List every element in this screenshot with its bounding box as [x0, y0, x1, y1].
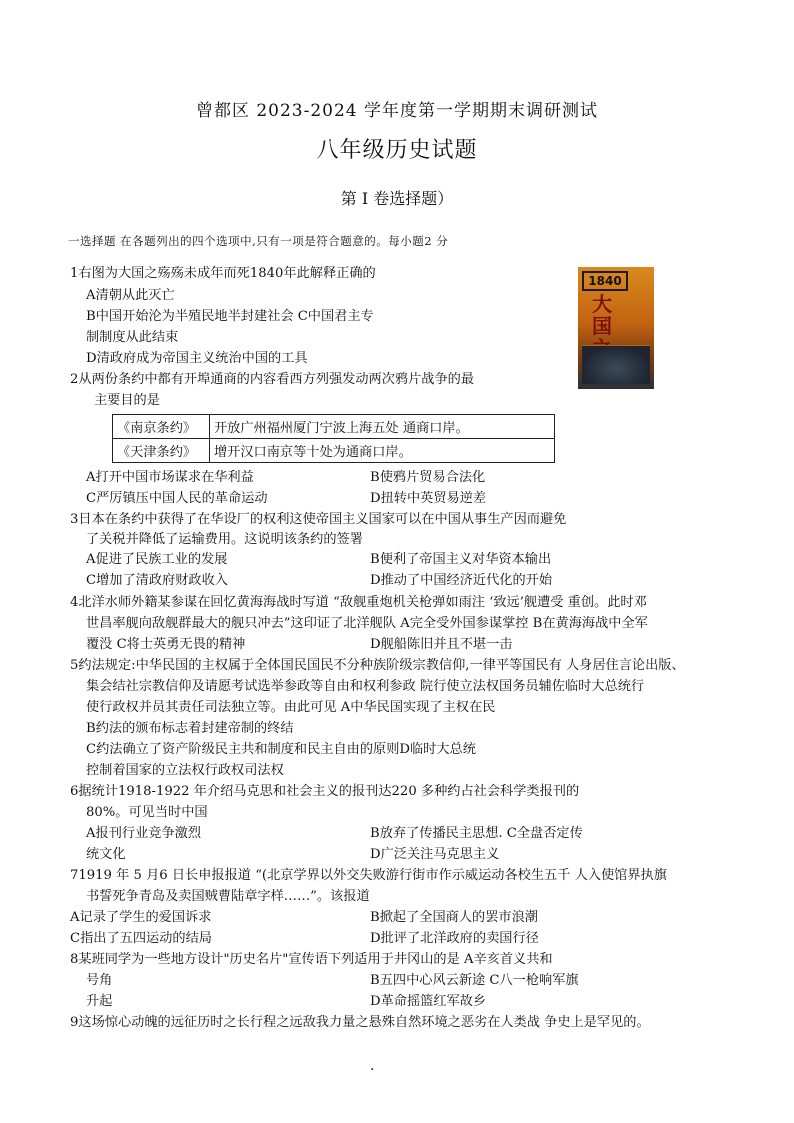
question-8-option-bc: B五四中心风云新途 C八一枪响军旗	[370, 973, 579, 988]
question-4-option-bc: 覆没 C将士英勇无畏的精神	[86, 637, 246, 652]
question-6-option-bc: B放弃了传播民主思想. C全盘否定传	[370, 826, 583, 841]
question-5-option-cd: C约法确立了资产阶级民主共和制度和民主自由的原则D临时大总统	[86, 742, 476, 757]
question-2-option-c: C严厉镇压中国人民的革命运动	[86, 491, 268, 506]
question-4-option-d: D舰船陈旧并且不堪一击	[370, 637, 513, 652]
question-6-stem-cont: 80%。可见当时中国	[86, 805, 208, 820]
question-2-option-b: B使鸦片贸易合法化	[370, 470, 486, 485]
treaty-table	[112, 414, 555, 463]
question-3-stem-cont: 了关税并降低了运输费用。这说明该条约的签署	[86, 532, 363, 547]
book-cover-year: 1840	[582, 271, 628, 291]
table-row	[113, 439, 555, 463]
question-7-stem-cont: 书誓死争青岛及卖国贼曹陆章字样……”。该报道	[86, 889, 370, 904]
question-2-stem-cont: 主要目的是	[94, 393, 160, 408]
question-5-stem-cont1: 集会结社宗教信仰及请愿考试选举参政等自由和权利参政 院行使立法权国务员辅佐临时大总统行	[86, 679, 645, 694]
question-6-option-a: A报刊行业竞争激烈	[86, 826, 202, 841]
question-5-option-b: B约法的颁布标志着封建帝制的终结	[86, 721, 294, 736]
treaty-name: 《南京条约》	[113, 415, 210, 439]
book-cover-image	[578, 267, 654, 389]
question-3-option-a: A促进了民族工业的发展	[86, 552, 228, 567]
question-8-stem: 8某班同学为一些地方设计"历史名片"宣传语下列适用于井冈山的是 A辛亥首义共和	[70, 952, 553, 967]
question-2-option-a: A打开中国市场谋求在华利益	[86, 470, 254, 485]
question-2-option-d: D扭转中英贸易逆差	[370, 491, 487, 506]
question-8-option-a-cont: 号角	[86, 973, 113, 988]
question-6-stem: 6据统计1918-1922 年介绍马克思和社会主义的报刊达220 多种约占社会科学类报刊的	[70, 784, 580, 799]
question-7-stem: 71919 年 5 月6 日长申报报道 “(北京学界以外交失败游行街市作示威运动各校生五千 人入使馆界执旗	[70, 868, 667, 883]
question-9-stem: 9这场惊心动魄的远征历时之长行程之远敌我力量之悬殊自然环境之恶劣在人类战 争史上是罕见的。	[70, 1015, 650, 1030]
question-1-stem: 1右图为大国之殇殇未成年而死1840年此解释正确的	[70, 266, 376, 281]
question-8-option-c-cont: 升起	[86, 994, 113, 1009]
section-title: 第 I 卷选择题）	[340, 189, 454, 208]
question-2-stem: 2从两份条约中都有开埠通商的内容看西方列强发动两次鸦片战争的最	[70, 372, 475, 387]
question-3-stem: 3日本在条约中获得了在华设厂的权利这使帝国主义国家可以在中国从事生产因而避免	[70, 512, 567, 527]
question-6-option-c-cont: 统文化	[86, 847, 126, 862]
question-1-option-c-cont: 制制度从此结束	[86, 330, 179, 345]
treaty-content: 开放广州福州厦门宁波上海五处 通商口岸。	[210, 415, 555, 439]
table-row	[113, 415, 555, 439]
question-1-option-d: D清政府成为帝国主义统治中国的工具	[86, 351, 308, 366]
question-4-stem: 4北洋水师外籍某参谋在回忆黄海海战时写道 “敌舰重炮机关枪弹如雨注 ‘致远’舰遭受 重创。此时邓	[70, 595, 647, 610]
question-7-option-c: C指出了五四运动的结局	[70, 931, 212, 946]
treaty-name: 《天津条约》	[113, 439, 210, 463]
question-5-option-d-cont: 控制着国家的立法权行政权司法权	[86, 763, 284, 778]
question-1-option-bc: B中国开始沦为半殖民地半封建社会 C中国君主专	[86, 309, 374, 324]
book-cover-illustration	[582, 345, 650, 384]
question-3-option-b: B便利了帝国主义对华资本输出	[370, 552, 552, 567]
question-3-option-c: C增加了清政府财政收入	[86, 573, 228, 588]
question-8-option-d: D革命摇篮红军故乡	[370, 994, 487, 1009]
book-cover-title: 大国	[592, 292, 612, 338]
exam-subtitle: 八年级历史试题	[316, 138, 478, 163]
question-7-option-b: B掀起了全国商人的罢市浪潮	[370, 910, 538, 925]
question-3-option-d: D推动了中国经济近代化的开始	[370, 573, 553, 588]
question-5-stem-cont2: 使行政权并员其责任司法独立等。由此可见 A中华民国实现了主权在民	[86, 700, 496, 715]
treaty-content: 增开汉口南京等十处为通商口岸。	[210, 439, 555, 463]
question-5-stem: 5约法规定:中华民国的主权属于全体国民国民不分种族阶级宗教信仰,一律平等国民有 人身居住言论出版、	[70, 658, 685, 673]
question-7-option-a: A记录了学生的爱国诉求	[70, 910, 212, 925]
question-1-option-a: A清朝从此灭亡	[86, 288, 175, 303]
footer-mark: .	[370, 1058, 375, 1074]
instructions: 一选择题 在各题列出的四个选项中,只有一项是符合题意的。每小题2 分	[68, 234, 449, 248]
question-4-stem-cont: 世昌率舰向敌舰群最大的舰只冲去”这印证了北洋舰队 A完全受外国参谋掌控 B在黄海海战中全军	[86, 616, 648, 631]
question-7-option-d: D批评了北洋政府的卖国行径	[370, 931, 539, 946]
exam-title: 曾都区 2023-2024 学年度第一学期期末调研测试	[195, 101, 599, 121]
question-6-option-d: D广泛关注马克思主义	[370, 847, 500, 862]
